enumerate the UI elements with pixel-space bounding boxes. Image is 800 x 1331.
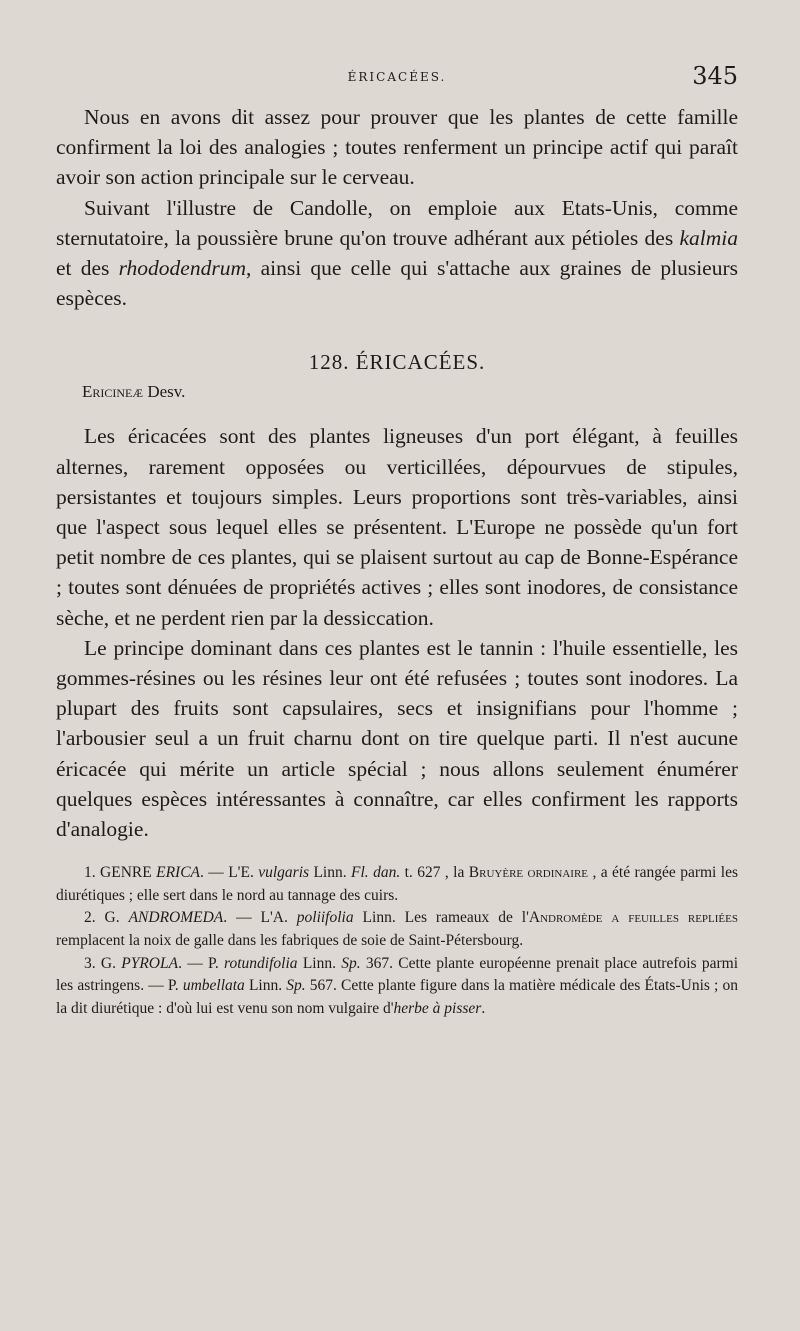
note-common-name: Andromède a feuilles repliées [528, 909, 738, 927]
note-number: 2. G. [84, 909, 129, 927]
note-text: . — P. [178, 954, 225, 972]
note-andromeda [56, 907, 738, 952]
paragraph-text: Nous en avons dit assez pour prouver que les plantes de cette famille confirment la loi des analogies ; toutes renferment un principe actif qui paraît avoir son action principale sur le cerveau. [56, 105, 738, 190]
synonym-author: Desv. [147, 382, 186, 402]
note-text: Linn. [244, 977, 287, 995]
section-synonym [82, 379, 738, 405]
paragraph-text: et des [56, 256, 119, 281]
note-reference: Sp. [286, 977, 306, 995]
note-species: rotundifolia [224, 954, 298, 972]
note-text: . — L'A. [223, 909, 297, 927]
note-text: remplacent la noix de galle dans les fabriques de soie de Saint-Pétersbourg. [56, 932, 524, 950]
note-text: 567. Cette plante figure dans la matière médicale des États-Unis ; on la dit diurétique : d'où lui est venu son nom vulgaire d' [56, 977, 739, 1017]
note-text: , a été rangée parmi les diurétiques ; elle sert dans le nord au tannage des cuirs. [56, 864, 738, 904]
note-erica [56, 862, 738, 907]
note-common-name: Bruyère ordinaire [468, 864, 589, 882]
note-species: poliifolia [296, 909, 354, 927]
note-text: Linn. Les rameaux de l' [353, 909, 529, 927]
note-vulgar-name: herbe à pisser [393, 999, 482, 1017]
note-genus: ERICA [156, 864, 201, 882]
note-text: Linn. [309, 864, 352, 882]
paragraph-text: Suivant l'illustre de Candolle, on emploie aux Etats-Unis, comme sternutatoire, la poussière brune qu'on trouve adhérant aux pétioles des [56, 195, 738, 250]
note-reference: Fl. dan. [351, 864, 401, 882]
note-species: umbellata [182, 977, 245, 995]
note-genus: ANDROMEDA [128, 909, 224, 927]
page-header [56, 62, 738, 102]
paragraph-description [56, 421, 738, 632]
note-pyrola [56, 953, 738, 1021]
taxon-rhododendrum: rhododendrum [118, 256, 246, 281]
paragraph-candolle [56, 193, 738, 314]
note-text: . — L'E. [200, 864, 259, 882]
paragraph-text: Les éricacées sont des plantes ligneuses d'un port élégant, à feuilles alternes, rarement opposées ou verticillées, dépourvues de stipules, persistantes et toujours simples. Leurs proportions sont très-variables, ainsi que l'aspect sous lequel elles se présentent. L'Europe ne possède qu'un fort petit nombre de ces plantes, qui se plaisent surtout au cap de Bonne-Espérance ; toutes sont dénuées de propriétés actives ; elles sont inodores, de consistance sèche, et ne perdent rien par la dessiccation. [56, 424, 738, 630]
paragraph-text: Le principe dominant dans ces plantes est le tannin : l'huile essentielle, les gommes-résines ou les résines leur ont été refusées ; toutes sont inodores. La plupart des fruits sont capsulaires, secs et insignifians pour l'homme ; l'arbousier seul a un fruit charnu dont on tire quelque parti. Il n'est aucune éricacée qui mérite un article spécial ; nous allons seulement énumérer quelques espèces intéressantes à connaître, car elles confirment les rapports d'analogie. [56, 635, 738, 842]
page-number: 345 [692, 62, 738, 90]
note-species: vulgaris [258, 864, 310, 882]
running-head: ÉRICACÉES. [347, 70, 447, 84]
taxon-kalmia: kalmia [679, 225, 738, 250]
synonym-name: Ericineæ [82, 382, 144, 402]
note-reference: Sp. [341, 954, 361, 972]
note-number: 1. GENRE [84, 864, 157, 882]
note-text: . [481, 999, 486, 1017]
notes-section [56, 862, 738, 1020]
section-title: 128. ÉRICACÉES. [308, 350, 486, 375]
note-number: 3. G. [84, 954, 122, 972]
note-text: Linn. [297, 954, 342, 972]
note-text: 367. Cette plante européenne prenait place autrefois parmi les astringens. — P. [56, 954, 738, 995]
note-text: t. 627 , la [400, 864, 469, 882]
paragraph-analogies [56, 102, 738, 193]
paragraph-principle [56, 633, 738, 844]
paragraph-text: , ainsi que celle qui s'attache aux graines de plusieurs espèces. [56, 256, 738, 311]
note-genus: PYROLA [121, 954, 179, 972]
